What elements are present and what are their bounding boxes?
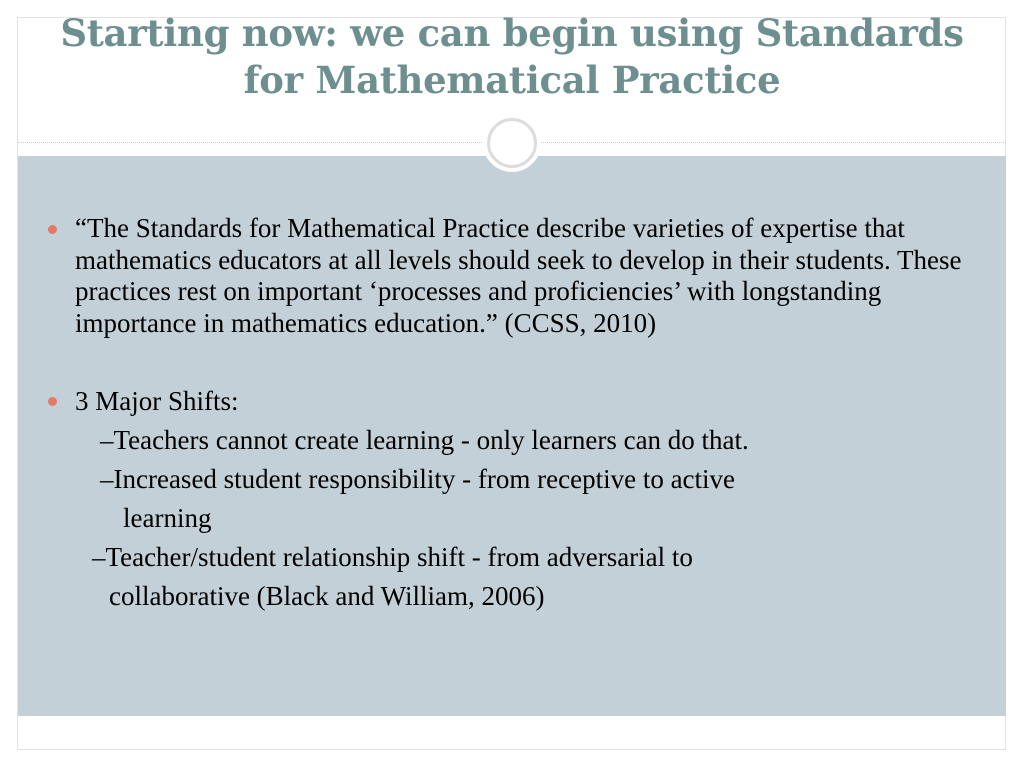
quote-text: “The Standards for Mathematical Practice describe varieties of expertise that mathematics educators at all levels should seek to develop in their students. These practices rest on important ‘processes and proficiencies’ with longstanding importance in mathematics education.” (CCSS, 2010): [75, 213, 962, 338]
shift-item-2-line-2: learning: [123, 503, 212, 533]
slide-title: [17, 10, 1007, 104]
shift-item-3-line-2: collaborative (Black and William, 2006): [109, 581, 545, 611]
bullet-quote: [43, 213, 993, 339]
shift-item-3: [75, 538, 993, 616]
shift-item-1: –Teachers cannot create learning - only learners can do that.: [100, 425, 749, 455]
bullet-shifts: [43, 382, 993, 616]
title-line-1: Starting now: we can begin using Standards: [60, 11, 964, 55]
bullet-dot-icon: [48, 397, 57, 406]
bullet-dot-icon: [48, 225, 57, 234]
shift-item-2-line-1: –Increased student responsibility - from receptive to active: [100, 464, 736, 494]
shifts-heading: 3 Major Shifts:: [75, 386, 239, 416]
shift-item-2: [75, 460, 993, 538]
title-line-2: for Mathematical Practice: [243, 58, 781, 102]
slide-body: [43, 213, 993, 616]
circle-ornament-ring: [487, 118, 537, 168]
shift-item-3-line-1: –Teacher/student relationship shift - from adversarial to: [92, 542, 693, 572]
